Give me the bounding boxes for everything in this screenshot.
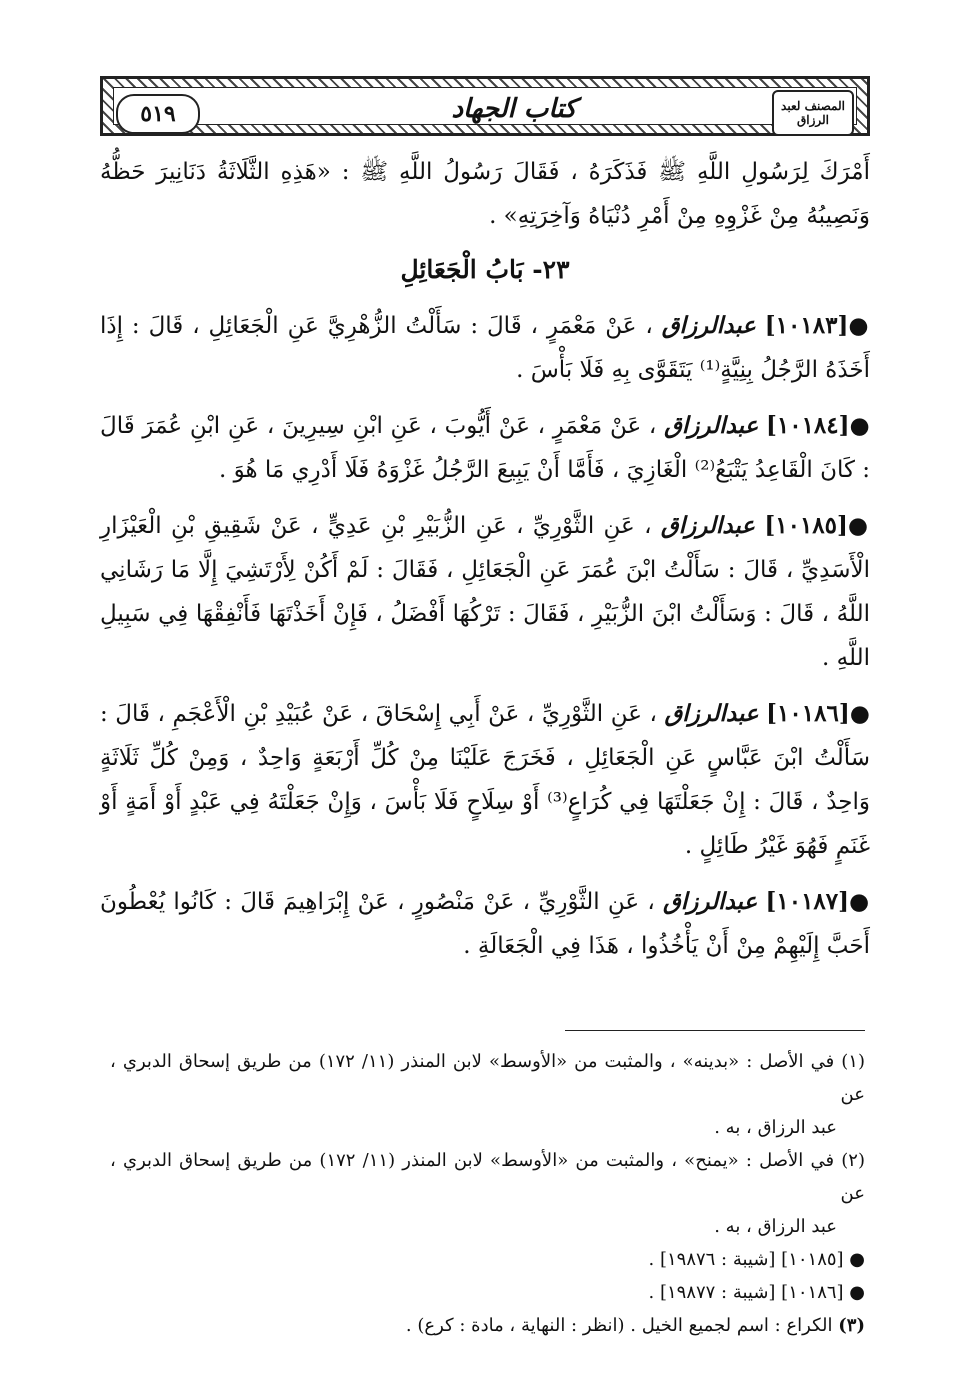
narrator: عبدالرزاق — [663, 888, 758, 915]
bullet-icon: ● — [848, 312, 871, 339]
hadith-number: [١٠١٨٦] — [766, 700, 850, 727]
footnote-2 — [110, 1144, 865, 1210]
footnotes — [110, 1045, 865, 1342]
page-number: ٥١٩ — [116, 94, 200, 134]
narrator: عبدالرزاق — [664, 700, 759, 727]
hadith-text: ، عَنْ مَعْمَرٍ ، قَالَ : سَأَلْتُ الزُّهْرِيَّ عَنِ الْجَعَائِلِ ، قَالَ : إِذَا أَخَذَهُ الرَّجُلُ بِنِيَّةٍ⁽¹⁾ يَتَقَوَّى بِهِ فَلَا بَأْسَ . — [100, 313, 870, 383]
hadith-number: [١٠١٨٥] — [764, 512, 848, 539]
bullet-icon: ● — [849, 888, 871, 915]
hadith-10185 — [100, 504, 870, 680]
hadith-10186 — [100, 692, 870, 868]
reference-10186: ● [١٠١٨٦] [شيبة : ١٩٨٧٧] . — [648, 1282, 865, 1303]
hadith-text: ، عَنْ مَعْمَرٍ ، عَنْ أَيُّوبَ ، عَنِ ابْنِ سِيرِينَ ، عَنِ ابْنِ عُمَرَ قَالَ : كَانَ الْقَاعِدُ يَتْبَعُ⁽²⁾ الْغَازِيَ ، فَأَمَّا أَنْ يَبِيعَ الرَّجُلُ غَزْوَهُ فَلَا أَدْرِي مَا هُوَ . — [100, 413, 870, 483]
hadith-10187 — [100, 880, 870, 968]
hadith-10183 — [100, 304, 870, 392]
hadith-text: ، عَنِ الثَّوْرِيِّ ، عَنْ مَنْصُورٍ ، عَنْ إِبْرَاهِيمَ قَالَ : كَانُوا يُعْطُونَ أَحَبَّ إِلَيْهِمْ مِنْ أَنْ يَأْخُذُوا ، هَذَا فِي الْجَعَالَةِ . — [100, 889, 870, 959]
hadith-text: ، عَنِ الثَّوْرِيِّ ، عَنِ الزُّبَيْرِ بْنِ عَدِيٍّ ، عَنْ شَقِيقِ بْنِ الْعَيْزَارِ الْأَسَدِيِّ ، قَالَ : سَأَلْتُ ابْنَ عُمَرَ عَنِ الْجَعَائِلِ ، فَقَالَ : لَمْ أَكُنْ لِأَرْتَشِيَ إِلَّا مَا رَشَانِي اللَّهُ ، قَالَ : وَسَأَلْتُ ابْنَ الزُّبَيْرِ ، فَقَالَ : تَرْكُهَا أَفْضَلُ ، فَإِنْ أَخَذْتَهَا فَأَنْفِقْهَا فِي سَبِيلِ اللَّهِ . — [100, 513, 870, 671]
hadith-number: [١٠١٨٣] — [764, 312, 849, 339]
footnote-2-cont: عبد الرزاق ، به . — [714, 1216, 837, 1237]
hadith-text: ، عَنِ الثَّوْرِيِّ ، عَنْ أَبِي إِسْحَاقَ ، عَنْ عُبَيْدِ بْنِ الْأَعْجَمِ ، قَالَ : سَأَلْتُ ابْنَ عَبَّاسٍ عَنِ الْجَعَائِلِ ، فَخَرَجَ عَلَيْنَا مِنْ كُلِّ أَرْبَعَةٍ وَاحِدٌ ، وَمِنْ كُلِّ ثَلَاثَةٍ وَاحِدٌ ، قَالَ : إِنْ جَعَلْتَهَا فِي كُرَاعٍ⁽³⁾ أَوْ سِلَاحٍ فَلَا بَأْسَ ، وَإِنْ جَعَلْتَهُ فِي عَبْدٍ أَوْ أَمَةٍ أَوْ غَنَمٍ فَهُوَ غَيْرُ طَائِلٍ . — [100, 701, 870, 859]
narrator: عبدالرزاق — [664, 412, 759, 439]
footnote-text: في الأصل : «بدينه» ، والمثبت من «الأوسط» لابن المنذر (١١/ ١٧٢) من طريق إسحاق الدبري ، عن — [110, 1051, 865, 1105]
bullet-icon: ● — [847, 512, 871, 539]
footnote-divider — [565, 1030, 865, 1031]
section-heading: ٢٣- بَابُ الْجَعَائِلِ — [400, 255, 570, 284]
hadith-10184 — [100, 404, 870, 492]
footnote-marker: (٣) — [838, 1315, 865, 1336]
narrator: عبدالرزاق — [661, 312, 756, 339]
bullet-icon: ● — [849, 700, 870, 727]
page-header — [100, 76, 870, 136]
narrator: عبدالرزاق — [660, 512, 756, 539]
reference-10185: ● [١٠١٨٥] [شيبة : ١٩٨٧٦] . — [648, 1249, 865, 1270]
hadith-number: [١٠١٨٤] — [765, 412, 850, 439]
intro-paragraph: أَمْرَكَ لِرَسُولِ اللَّهِ ﷺ فَذَكَرَهُ ، فَقَالَ رَسُولُ اللَّهِ ﷺ : «هَذِهِ الثَّلَاثَةُ دَنَانِيرَ حَظُّهُ وَنَصِيبُهُ مِنْ غَزْوِهِ مِنْ أَمْرِ دُنْيَاهُ وَآخِرَتِهِ» . — [100, 159, 870, 229]
main-text — [100, 150, 870, 980]
footnote-text: في الأصل : «يمنح» ، والمثبت من «الأوسط» لابن المنذر (١١/ ١٧٢) من طريق إسحاق الدبري ، عن — [110, 1150, 865, 1204]
footnote-marker: (٢) — [841, 1150, 865, 1171]
footnote-1-cont: عبد الرزاق ، به . — [714, 1117, 837, 1138]
bullet-icon: ● — [849, 412, 871, 439]
footnote-3 — [110, 1309, 865, 1342]
hadith-number: [١٠١٨٧] — [765, 888, 850, 915]
book-title: كتاب الجهاد — [451, 94, 577, 124]
book-emblem: المصنف لعبد الرزاق — [772, 90, 854, 136]
footnote-text: الكراع : اسم لجميع الخيل . (انظر : النهاية ، مادة : كرع) . — [405, 1315, 833, 1336]
footnote-marker: (١) — [841, 1051, 865, 1072]
footnote-1 — [110, 1045, 865, 1111]
header-inner — [113, 87, 857, 125]
